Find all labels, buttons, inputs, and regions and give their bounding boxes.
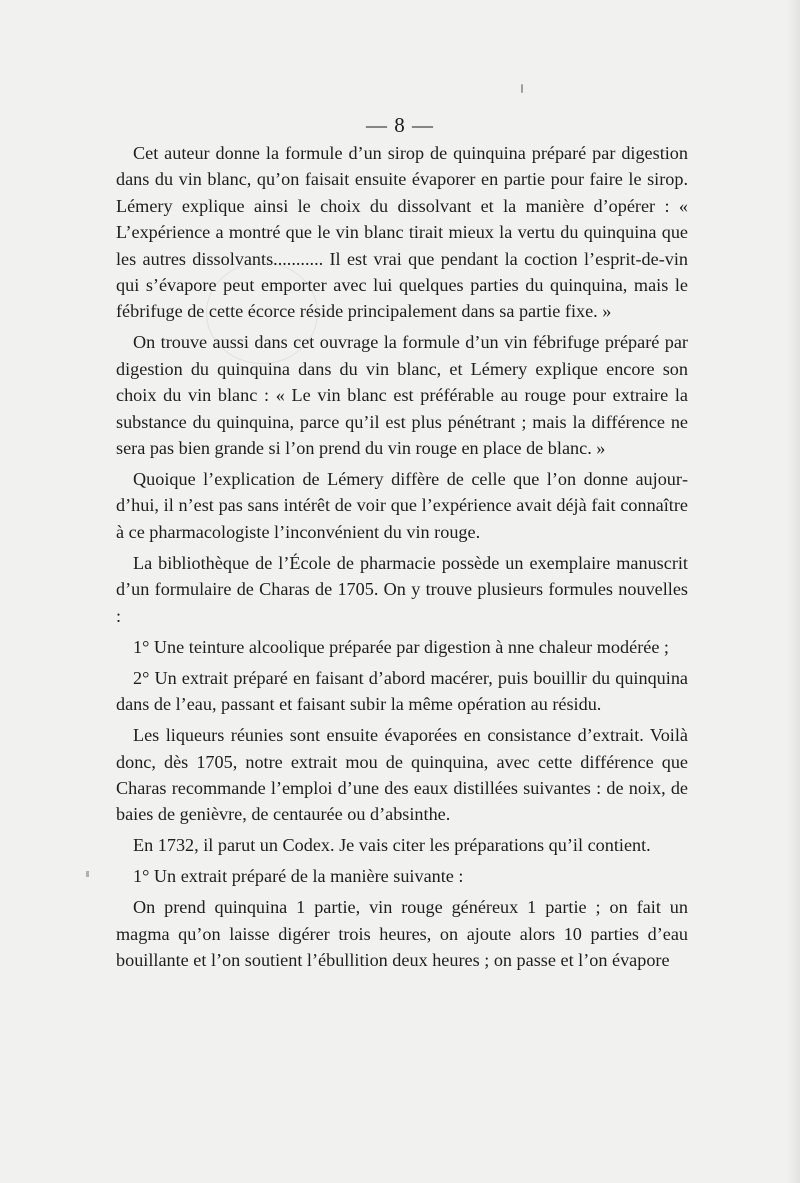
page-number (0, 113, 800, 138)
list-item-teinture: 1° Une teinture alcoolique préparée par digestion à nne chaleur modérée ; (133, 636, 669, 657)
paragraph-codex: En 1732, il parut un Codex. Je vais citer les préparations qu’il contient. (133, 835, 651, 856)
page-number-text: — 8 — (366, 113, 434, 137)
list-item-extrait-codex: 1° Un extrait préparé de la manière suivante : (133, 866, 464, 887)
paragraph-liqueurs: Les liqueurs réunies sont ensuite évaporées en consistance d’extrait. Voilà donc, dès 1705, notre extrait mou de quinquina, avec cette différence que Charas recommande l’emploi d’une des eaux distillées suivantes : de noix, de baies de genièvre, de centaurée ou d’absinthe. (116, 725, 688, 825)
body-text (116, 140, 688, 978)
paragraph-preparation: On prend quinquina 1 partie, vin rouge généreux 1 partie ; on fait un magma qu’on laisse digérer trois heures, on ajoute alors 10 parties d’eau bouillante et l’on soutient l’ébullition deux heures ; on passe et l’on évapore (116, 897, 688, 971)
margin-mark (86, 871, 89, 877)
paragraph-bibliotheque: La bibliothèque de l’École de pharmacie possède un exemplaire manuscrit d’un formulaire de Charas de 1705. On y trouve plusieurs formules nouvelles : (116, 552, 688, 626)
list-item-extrait: 2° Un extrait préparé en faisant d’abord macérer, puis bouillir du quinquina dans de l’eau, passant et faisant subir la même opération au résidu. (116, 667, 688, 715)
ink-mark (521, 84, 523, 93)
paragraph-explication: Quoique l’explication de Lémery diffère de celle que l’on donne aujourd’hui, il n’est pas sans intérêt de voir que l’expérience avait déjà fait connaître à ce pharmacologiste l’inconvénient du vin rouge. (116, 469, 688, 542)
page-edge-shadow (786, 0, 800, 1183)
paragraph-vin-febrifuge: On trouve aussi dans cet ouvrage la formule d’un vin fébrifuge préparé par digestion du quinquina dans du vin blanc, et Lémery explique encore son choix du vin blanc : « Le vin blanc est préférable au rouge pour extraire la substance du quinquina, parce qu’il est plus pénétrant ; mais la différence ne sera pas bien grande si l’on prend du vin rouge en place de blanc. » (116, 332, 688, 459)
paragraph-lemery-sirop: Cet auteur donne la formule d’un sirop de quinquina préparé par digestion dans du vin blanc, qu’on faisait ensuite évaporer en partie pour faire le sirop. Lémery explique ainsi le choix du dissolvant et la manière d’opérer : « L’expérience a montré que le vin blanc tirait mieux la vertu du quinquina que les autres dissolvants........... Il est vrai que pendant la coction l’esprit-de-vin qui s’évapore peut emporter avec lui quelques parties du quinquina, mais le fébrifuge de cette écorce réside principalement dans sa partie fixe. » (116, 143, 688, 322)
